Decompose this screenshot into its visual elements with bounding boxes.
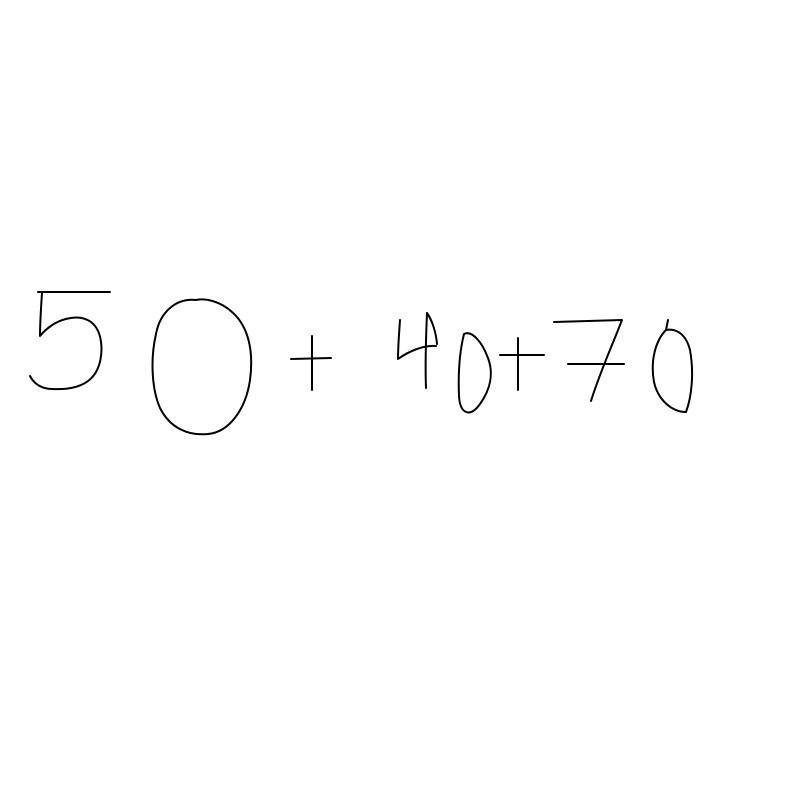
- stroke: [398, 320, 436, 359]
- handwritten-digit-0: [653, 320, 692, 412]
- stroke: [459, 333, 491, 412]
- handwritten-plus-sign: [291, 336, 331, 390]
- stroke: [554, 320, 622, 401]
- handwritten-digit-4: [398, 313, 437, 388]
- handwritten-digit-5: [30, 292, 110, 389]
- stroke: [153, 299, 252, 434]
- handwritten-plus-sign: [500, 338, 544, 390]
- stroke: [30, 293, 101, 389]
- stroke: [653, 320, 692, 412]
- handwritten-digit-0: [459, 333, 491, 412]
- handwritten-digit-7: [554, 320, 624, 401]
- handwritten-digit-0: [153, 299, 252, 434]
- stroke: [426, 313, 437, 388]
